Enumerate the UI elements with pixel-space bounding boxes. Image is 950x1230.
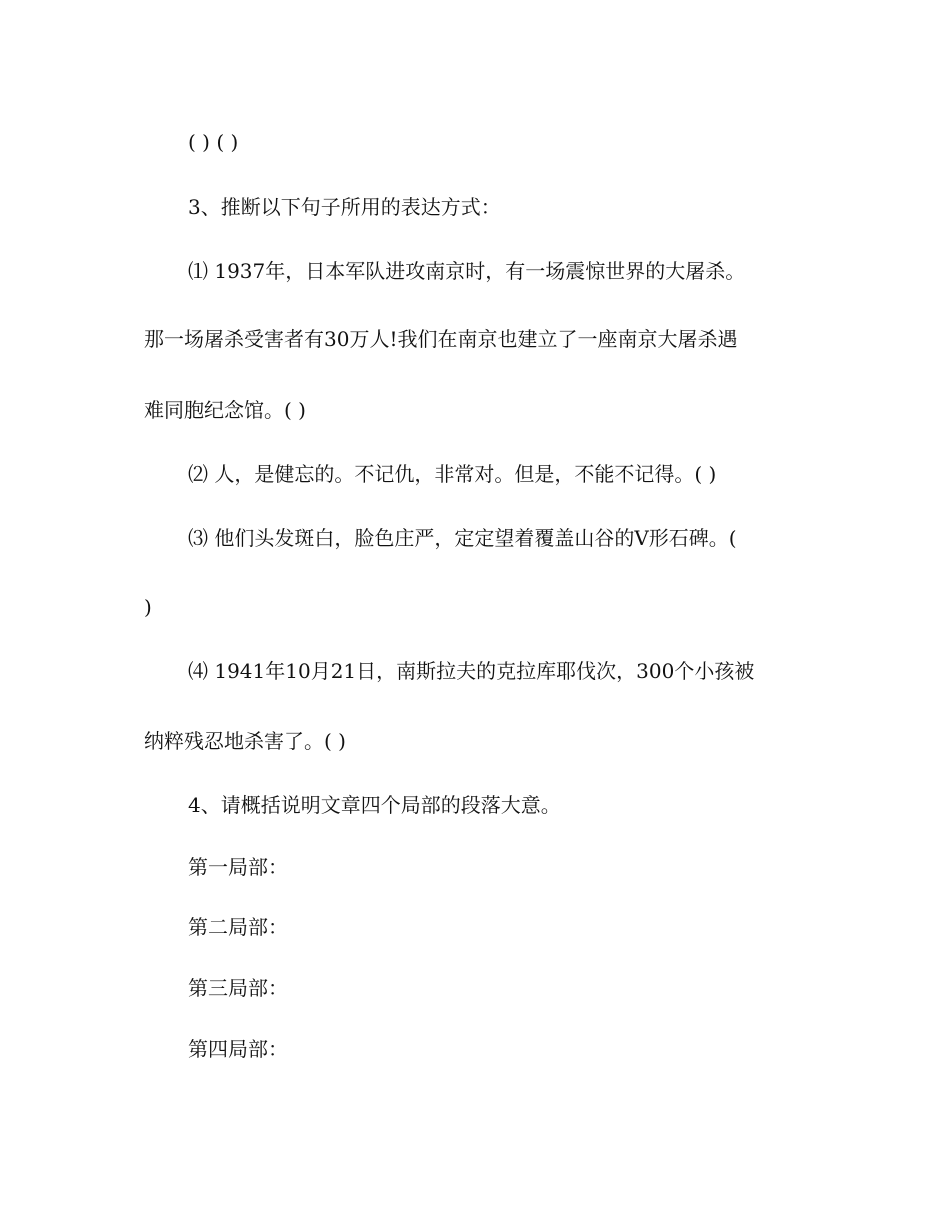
- question-3-heading: 3、推断以下句子所用的表达方式：: [188, 195, 501, 219]
- part-4-label: 第四局部：: [188, 1037, 288, 1061]
- sentence-2-line: ⑵ 人，是健忘的。不记仇，非常对。但是，不能不记得。( ): [188, 462, 717, 486]
- part-2-label: 第二局部：: [188, 915, 288, 939]
- part-1-label: 第一局部：: [188, 855, 288, 879]
- sentence-1-line-3: 难同胞纪念馆。( ): [144, 398, 306, 422]
- sentence-4-line-2: 纳粹残忍地杀害了。( ): [144, 729, 346, 753]
- part-3-label: 第三局部：: [188, 976, 288, 1000]
- question-4-heading: 4、请概括说明文章四个局部的段落大意。: [188, 793, 561, 817]
- sentence-1-line-2: 那一场屠杀受害者有30万人!我们在南京也建立了一座南京大屠杀遇: [144, 327, 738, 351]
- sentence-3-line-1: ⑶ 他们头发斑白，脸色庄严，定定望着覆盖山谷的V形石碑。(: [188, 526, 737, 550]
- sentence-1-line-1: ⑴ 1937年，日本军队进攻南京时，有一场震惊世界的大屠杀。: [188, 259, 746, 283]
- blank-brackets-line: ( ) ( ): [188, 130, 239, 154]
- sentence-4-line-1: ⑷ 1941年10月21日，南斯拉夫的克拉库耶伐次，300个小孩被: [188, 659, 755, 683]
- sentence-3-line-2: ): [144, 595, 152, 619]
